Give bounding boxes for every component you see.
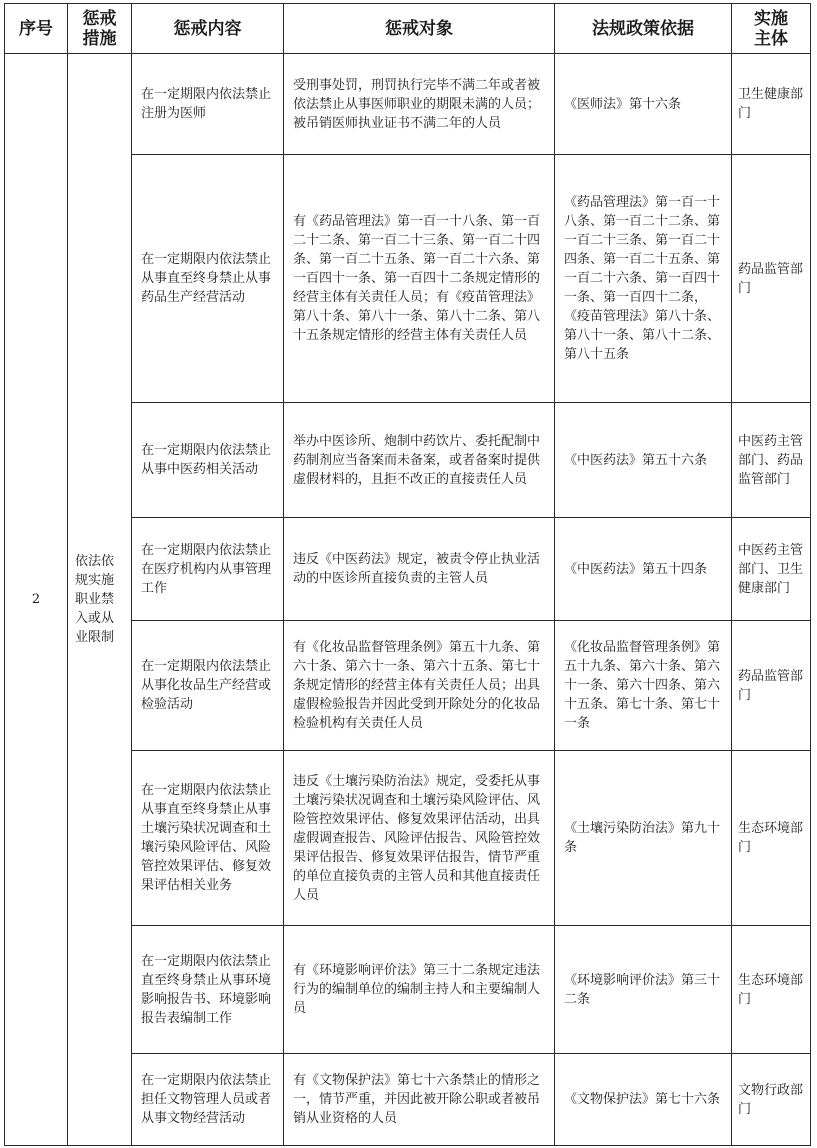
discipline-table <box>4 3 811 1146</box>
seq-number: 2 <box>5 54 68 1146</box>
basis-cell: 《文物保护法》第七十六条 <box>555 1054 732 1146</box>
basis-cell: 《环境影响评价法》第三十二条 <box>555 926 732 1054</box>
subject-cell: 中医药主管部门、卫生健康部门 <box>732 518 811 621</box>
content-cell: 在一定期限内依法禁止注册为医师 <box>132 54 284 155</box>
content-cell: 在一定期限内依法禁止从事化妆品生产经营或检验活动 <box>132 621 284 751</box>
header-measure: 惩戒 措施 <box>68 4 132 54</box>
target-cell: 违反《中医药法》规定，被责令停止执业活动的中医诊所直接负责的主管人员 <box>284 518 555 621</box>
subject-cell: 药品监管部门 <box>732 621 811 751</box>
basis-cell: 《中医药法》第五十四条 <box>555 518 732 621</box>
content-cell: 在一定期限内依法禁止在医疗机构内从事管理工作 <box>132 518 284 621</box>
content-cell: 在一定期限内依法禁止从事直至终身禁止从事药品生产经营活动 <box>132 155 284 403</box>
content-cell: 在一定期限内依法禁止担任文物管理人员或者从事文物经营活动 <box>132 1054 284 1146</box>
table-row <box>5 54 811 155</box>
header-subject: 实施 主体 <box>732 4 811 54</box>
basis-cell: 《土壤污染防治法》第九十条 <box>555 751 732 926</box>
header-target: 惩戒对象 <box>284 4 555 54</box>
content-cell: 在一定期限内依法禁止从事直至终身禁止从事土壤污染状况调查和土壤污染风险评估、风险管控效果评估、修复效果评估相关业务 <box>132 751 284 926</box>
header-row <box>5 4 811 54</box>
basis-cell: 《医师法》第十六条 <box>555 54 732 155</box>
target-cell: 有《文物保护法》第七十六条禁止的情形之一，情节严重，并因此被开除公职或者被吊销从业资格的人员 <box>284 1054 555 1146</box>
subject-cell: 生态环境部门 <box>732 926 811 1054</box>
target-cell: 有《化妆品监督管理条例》第五十九条、第六十条、第六十一条、第六十五条、第七十条规定情形的经营主体有关责任人员；出具虚假检验报告并因此受到开除处分的化妆品检验机构有关责任人员 <box>284 621 555 751</box>
subject-cell: 文物行政部门 <box>732 1054 811 1146</box>
target-cell: 受刑事处罚，刑罚执行完毕不满二年或者被依法禁止从事医师职业的期限未满的人员；被吊销医师执业证书不满二年的人员 <box>284 54 555 155</box>
header-content: 惩戒内容 <box>132 4 284 54</box>
measure-cell: 依法依规实施职业禁入或从业限制 <box>68 54 132 1146</box>
target-cell: 有《环境影响评价法》第三十二条规定违法行为的编制单位的编制主持人和主要编制人员 <box>284 926 555 1054</box>
target-cell: 举办中医诊所、炮制中药饮片、委托配制中药制剂应当备案而未备案，或者备案时提供虚假材料的，且拒不改正的直接责任人员 <box>284 403 555 518</box>
target-cell: 有《药品管理法》第一百一十八条、第一百二十二条、第一百二十三条、第一百二十四条、第一百二十五条、第一百二十六条、第一百四十一条、第一百四十二条规定情形的经营主体有关责任人员；有《疫苗管理法》第八十条、第八十一条、第八十二条、第八十五条规定情形的经营主体有关责任人员 <box>284 155 555 403</box>
subject-cell: 中医药主管部门、药品监管部门 <box>732 403 811 518</box>
header-seq: 序号 <box>5 4 68 54</box>
content-cell: 在一定期限内依法禁止从事中医药相关活动 <box>132 403 284 518</box>
content-cell: 在一定期限内依法禁止直至终身禁止从事环境影响报告书、环境影响报告表编制工作 <box>132 926 284 1054</box>
subject-cell: 生态环境部门 <box>732 751 811 926</box>
subject-cell: 卫生健康部门 <box>732 54 811 155</box>
target-cell: 违反《土壤污染防治法》规定，受委托从事土壤污染状况调查和土壤污染风险评估、风险管控效果评估、修复效果评估活动，出具虚假调查报告、风险评估报告、风险管控效果评估报告、修复效果评估报告，情节严重的单位直接负责的主管人员和其他直接责任人员 <box>284 751 555 926</box>
header-basis: 法规政策依据 <box>555 4 732 54</box>
subject-cell: 药品监管部门 <box>732 155 811 403</box>
basis-cell: 《中医药法》第五十六条 <box>555 403 732 518</box>
basis-cell: 《化妆品监督管理条例》第五十九条、第六十条、第六十一条、第六十四条、第六十五条、第七十条、第七十一条 <box>555 621 732 751</box>
basis-cell: 《药品管理法》第一百一十八条、第一百二十二条、第一百二十三条、第一百二十四条、第一百二十五条、第一百二十六条、第一百四十一条、第一百四十二条，《疫苗管理法》第八十条、第八十一条、第八十二条、第八十五条 <box>555 155 732 403</box>
